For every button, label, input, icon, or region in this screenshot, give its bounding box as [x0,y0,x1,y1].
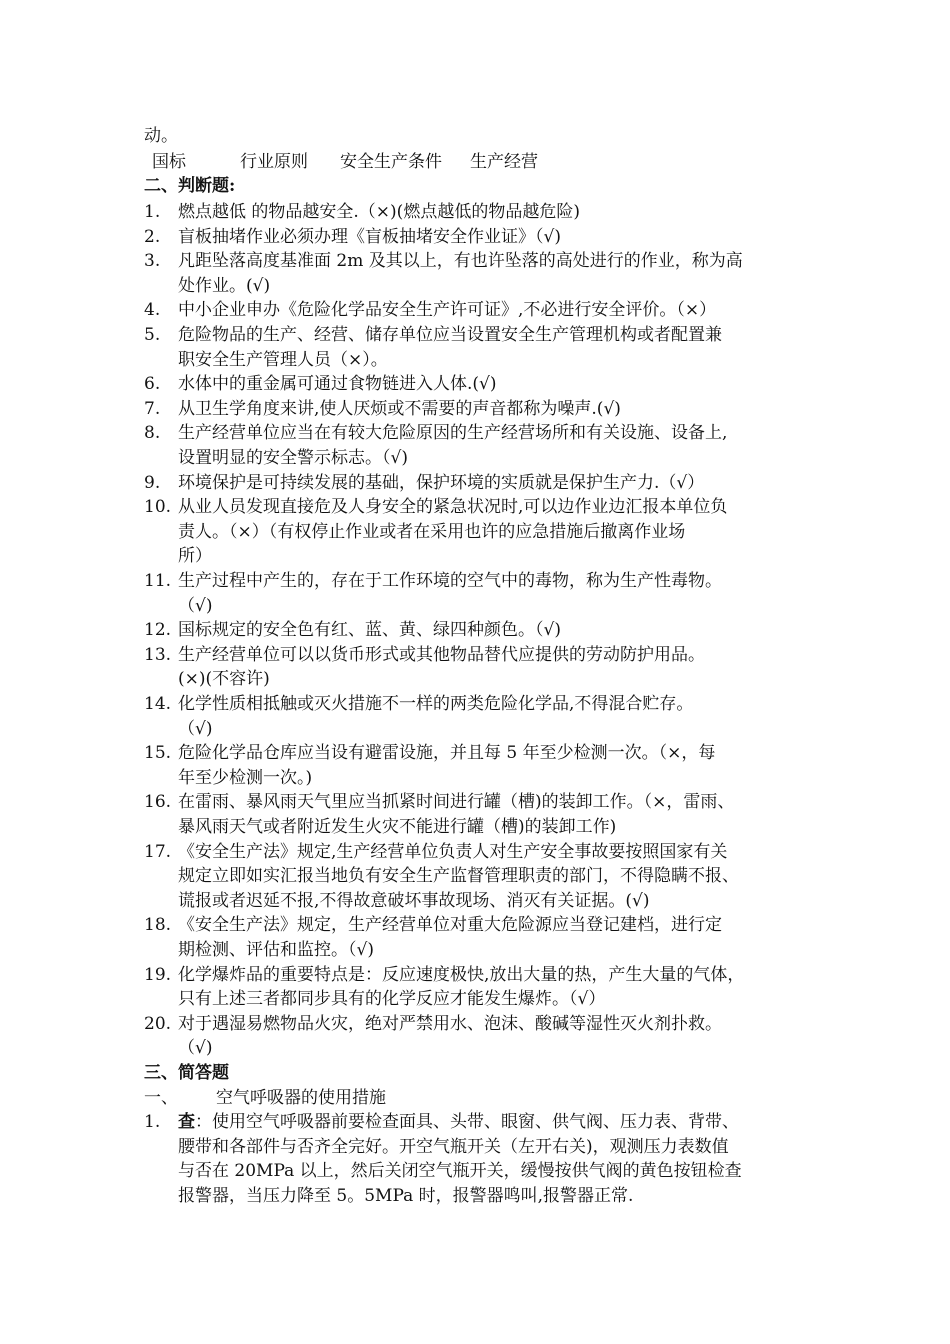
step-text: 报警器，当压力降至 5。5MPa 时，报警器鸣叫,报警器正常. [178,1186,634,1206]
item-text: （√) [178,1038,213,1059]
item-text: 谎报或者迟延不报,不得故意破坏事故现场、消灭有关证据。(√) [178,890,650,911]
term: 行业原则 [240,152,308,172]
item-text: 危险物品的生产、经营、储存单位应当设置安全生产管理机构或者配置兼 [178,325,722,345]
item-text: 生产经营单位可以以货币形式或其他物品替代应提供的劳动防护用品。 [178,644,705,665]
subsection-title: 空气呼吸器的使用措施 [216,1087,386,1108]
item-text: 年至少检测一次。) [178,767,313,788]
step-lead: 查 [178,1112,195,1133]
item-text: 处作业。(√) [178,275,271,296]
item-text: 责人。（×）（有权停止作业或者在采用也许的应急措施后撤离作业场 [178,521,686,542]
item-text: 水体中的重金属可通过食物链进入人体.(√) [178,374,497,395]
item-text: 燃点越低 的物品越安全.（×)(燃点越低的物品越危险) [178,202,580,222]
item-number: 16. [144,792,172,813]
item-text: 生产过程中产生的，存在于工作环境的空气中的毒物，称为生产性毒物。 [178,571,722,591]
step-line: ：使用空气呼吸器前要检查面具、头带、眼窗、供气阀、压力表、背带、 [195,1112,739,1133]
item-text: 暴风雨天气或者附近发生火灾不能进行罐（槽)的装卸工作) [178,817,617,837]
item-text: （√) [178,718,213,739]
intro-tail: 动。 [144,126,178,146]
subsection-number: 一、 [144,1087,178,1108]
item-number: 11. [144,571,172,591]
item-number: 8. [144,423,161,444]
item-text: 从业人员发现直接危及人身安全的紧急状况时,可以边作业边汇报本单位负 [178,497,728,518]
item-text: 盲板抽堵作业必须办理《盲板抽堵安全作业证》（√) [178,226,561,247]
terms-row [152,150,538,174]
item-number: 19. [144,964,172,985]
item-text: 只有上述三者都同步具有的化学反应才能发生爆炸。（√） [178,989,606,1010]
item-number: 13. [144,644,172,665]
item-text: (×)(不容许) [178,669,270,690]
item-number: 4. [144,300,161,321]
section-heading: 三、简答题 [144,1063,229,1083]
term: 国标 [152,152,186,172]
item-text: 凡距坠落高度基准面 2m 及其以上，有也许坠落的高处进行的作业，称为高 [178,251,743,272]
item-text: 期检测、评估和监控。（√) [178,940,374,960]
step-number: 1. [144,1112,161,1133]
item-text: 化学爆炸品的重要特点是：反应速度极快,放出大量的热，产生大量的气体， [178,964,745,985]
item-text: 危险化学品仓库应当设有避雷设施，并且每 5 年至少检测一次。（×，每 [178,743,716,764]
item-text: 对于遇湿易燃物品火灾，绝对严禁用水、泡沫、酸碱等湿性灭火剂扑救。 [178,1013,722,1034]
item-text: 从卫生学角度来讲,使人厌烦或不需要的声音都称为噪声.(√) [178,398,621,419]
item-number: 3. [144,251,161,272]
item-number: 7. [144,398,161,419]
step-text: 与否在 20MPa 以上，然后关闭空气瓶开关，缓慢按供气阀的黄色按钮检查 [178,1161,742,1182]
item-number: 6. [144,374,161,395]
item-number: 12. [144,620,172,641]
term: 生产经营 [470,152,538,172]
subsection-heading [144,1086,386,1110]
item-text: 职安全生产管理人员（×）。 [178,349,388,370]
item-text: 《安全生产法》规定，生产经营单位对重大危险源应当登记建档，进行定 [178,915,722,936]
item-text: 中小企业申办《危险化学品安全生产许可证》,不必进行安全评价。（×） [178,300,717,321]
item-number: 15. [144,743,172,764]
term: 安全生产条件 [340,152,442,172]
item-number: 1. [144,202,161,222]
item-text: 《安全生产法》规定,生产经营单位负责人对生产安全事故要按照国家有关 [178,841,728,862]
item-text: （√) [178,595,213,616]
item-number: 9. [144,472,161,493]
item-text: 国标规定的安全色有红、蓝、黄、绿四种颜色。（√) [178,620,561,641]
item-number: 18. [144,915,172,936]
step-text: 腰带和各部件与否齐全完好。开空气瓶开关（左开右关)，观测压力表数值 [178,1136,729,1157]
item-text: 规定立即如实汇报当地负有安全生产监督管理职责的部门，不得隐瞒不报、 [178,866,739,887]
item-text: 所） [178,546,212,567]
item-number: 17. [144,841,172,862]
item-text: 化学性质相抵触或灭火措施不一样的两类危险化学品,不得混合贮存。 [178,694,694,714]
item-text: 环境保护是可持续发展的基础，保护环境的实质就是保护生产力.（√） [178,472,705,493]
item-text: 设置明显的安全警示标志。（√) [178,448,408,468]
item-text: 生产经营单位应当在有较大危险原因的生产经营场所和有关设施、设备上, [178,423,728,444]
item-number: 14. [144,694,172,714]
item-number: 2. [144,226,161,247]
section-heading: 二、判断题: [144,176,236,196]
item-text: 在雷雨、暴风雨天气里应当抓紧时间进行罐（槽)的装卸工作。（×，雷雨、 [178,792,735,813]
step-text [178,1110,739,1134]
item-number: 10. [144,497,172,518]
item-number: 5. [144,325,161,345]
item-number: 20. [144,1013,172,1034]
